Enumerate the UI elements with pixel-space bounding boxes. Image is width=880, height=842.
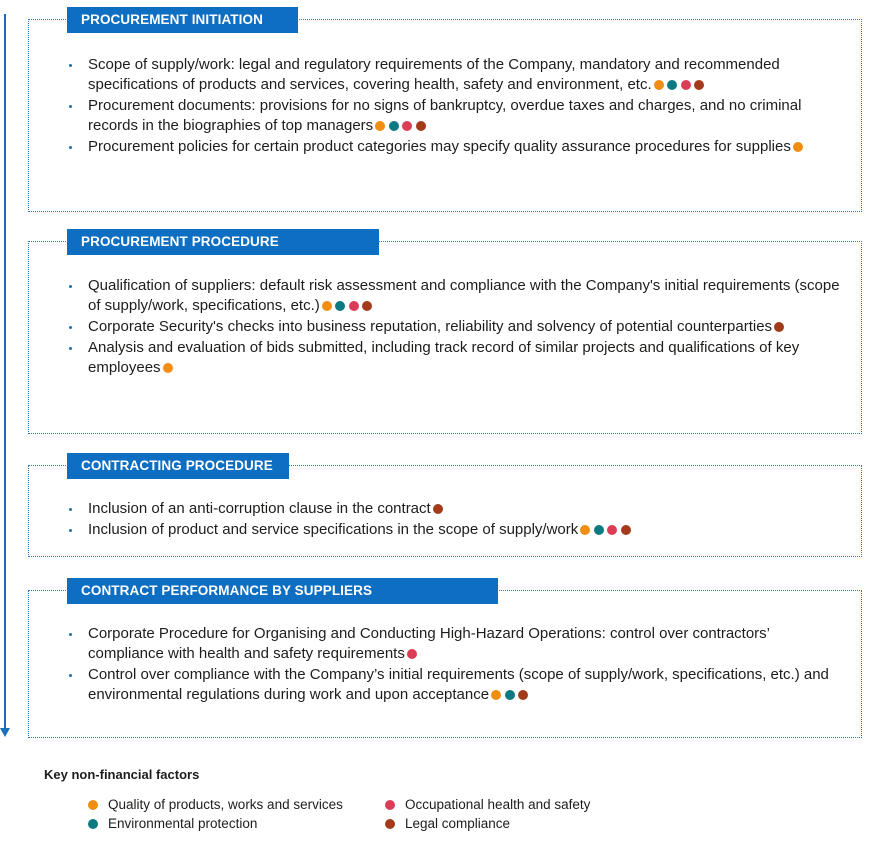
environment-dot-icon: [335, 301, 345, 311]
list-item: [67, 96, 841, 137]
legal-dot-icon: [433, 504, 443, 514]
stage-items: [67, 276, 841, 379]
environment-dot-icon: [667, 80, 677, 90]
item-text: Qualification of suppliers: default risk assessment and compliance with the Company's initial requirements (scope of supply/work, specifications, etc.): [88, 277, 840, 314]
legend-label: Legal compliance: [405, 816, 511, 831]
item-text: Inclusion of an anti-corruption clause in the contract: [88, 500, 431, 517]
list-item: [67, 137, 841, 158]
safety-dot-icon: [607, 525, 617, 535]
factor-dots: [375, 117, 429, 137]
list-item: [67, 276, 841, 317]
safety-dot-icon: [402, 121, 412, 131]
legal-dot-icon: [621, 525, 631, 535]
factor-dots: [322, 297, 376, 317]
item-text: Inclusion of product and service specifications in the scope of supply/work: [88, 521, 579, 538]
list-item: [67, 520, 841, 541]
legend-label: Environmental protection: [108, 816, 258, 831]
item-text: Procurement documents: provisions for no signs of bankruptcy, overdue taxes and charges, and no criminal records in the biographies of top managers: [88, 97, 802, 134]
safety-dot-icon: [681, 80, 691, 90]
legal-dot-icon: [362, 301, 372, 311]
item-text: Analysis and evaluation of bids submitted, including track record of similar projects and qualifications of key employees: [88, 339, 800, 376]
factor-dots: [580, 521, 634, 541]
stage-items: [67, 499, 841, 541]
stage-items: [67, 55, 841, 158]
list-item: [67, 317, 841, 338]
factor-dots: [433, 500, 447, 520]
timeline-line: [4, 14, 6, 730]
quality-dot-icon: [322, 301, 332, 311]
quality-dot-icon: [375, 121, 385, 131]
factor-dots: [793, 138, 807, 158]
legal-dot-icon: [416, 121, 426, 131]
quality-dot-icon: [654, 80, 664, 90]
quality-dot-icon: [491, 690, 501, 700]
legend-label: Quality of products, works and services: [108, 797, 343, 812]
item-text: Corporate Procedure for Organising and Conducting High-Hazard Operations: control over contractors’ compliance with health and safety requirements: [88, 625, 770, 662]
safety-dot-icon: [385, 800, 395, 810]
safety-dot-icon: [349, 301, 359, 311]
safety-dot-icon: [407, 649, 417, 659]
legend-item-safety: [385, 797, 590, 813]
stage-procurement-procedure: [28, 234, 862, 434]
stage-title: PROCUREMENT INITIATION: [67, 7, 298, 33]
environment-dot-icon: [88, 819, 98, 829]
item-text: Procurement policies for certain product categories may specify quality assurance procedures for supplies: [88, 138, 791, 155]
factor-dots: [163, 359, 177, 379]
legal-dot-icon: [694, 80, 704, 90]
factor-dots: [654, 76, 708, 96]
factor-dots: [491, 686, 532, 706]
legend-item-quality: [88, 797, 343, 813]
item-text: Scope of supply/work: legal and regulatory requirements of the Company, mandatory and recommended specifications of products and services, covering health, safety and environment, etc.: [88, 56, 780, 93]
factor-dots: [407, 645, 421, 665]
stage-procurement-initiation: [28, 12, 862, 212]
stage-contract-performance: [28, 583, 862, 738]
legend-label: Occupational health and safety: [405, 797, 591, 812]
list-item: [67, 499, 841, 520]
quality-dot-icon: [580, 525, 590, 535]
stage-title: CONTRACTING PROCEDURE: [67, 453, 289, 479]
legend-title: Key non-financial factors: [44, 767, 200, 782]
stage-title: PROCUREMENT PROCEDURE: [67, 229, 379, 255]
list-item: [67, 624, 841, 665]
environment-dot-icon: [505, 690, 515, 700]
legal-dot-icon: [518, 690, 528, 700]
stage-items: [67, 624, 841, 706]
quality-dot-icon: [793, 142, 803, 152]
legend-item-environment: [88, 816, 257, 832]
factor-dots: [774, 318, 788, 338]
legal-dot-icon: [385, 819, 395, 829]
list-item: [67, 665, 841, 706]
stage-title: CONTRACT PERFORMANCE BY SUPPLIERS: [67, 578, 498, 604]
item-text: Control over compliance with the Company’s initial requirements (scope of supply/work, specifications, etc.) and environmental regulations during work and upon acceptance: [88, 666, 829, 703]
environment-dot-icon: [389, 121, 399, 131]
timeline-arrow-icon: [0, 728, 10, 737]
stage-contracting-procedure: [28, 458, 862, 557]
legal-dot-icon: [774, 322, 784, 332]
legend-item-legal: [385, 816, 510, 832]
list-item: [67, 338, 841, 379]
item-text: Corporate Security's checks into business reputation, reliability and solvency of potential counterparties: [88, 318, 773, 335]
quality-dot-icon: [163, 363, 173, 373]
quality-dot-icon: [88, 800, 98, 810]
environment-dot-icon: [594, 525, 604, 535]
list-item: [67, 55, 841, 96]
